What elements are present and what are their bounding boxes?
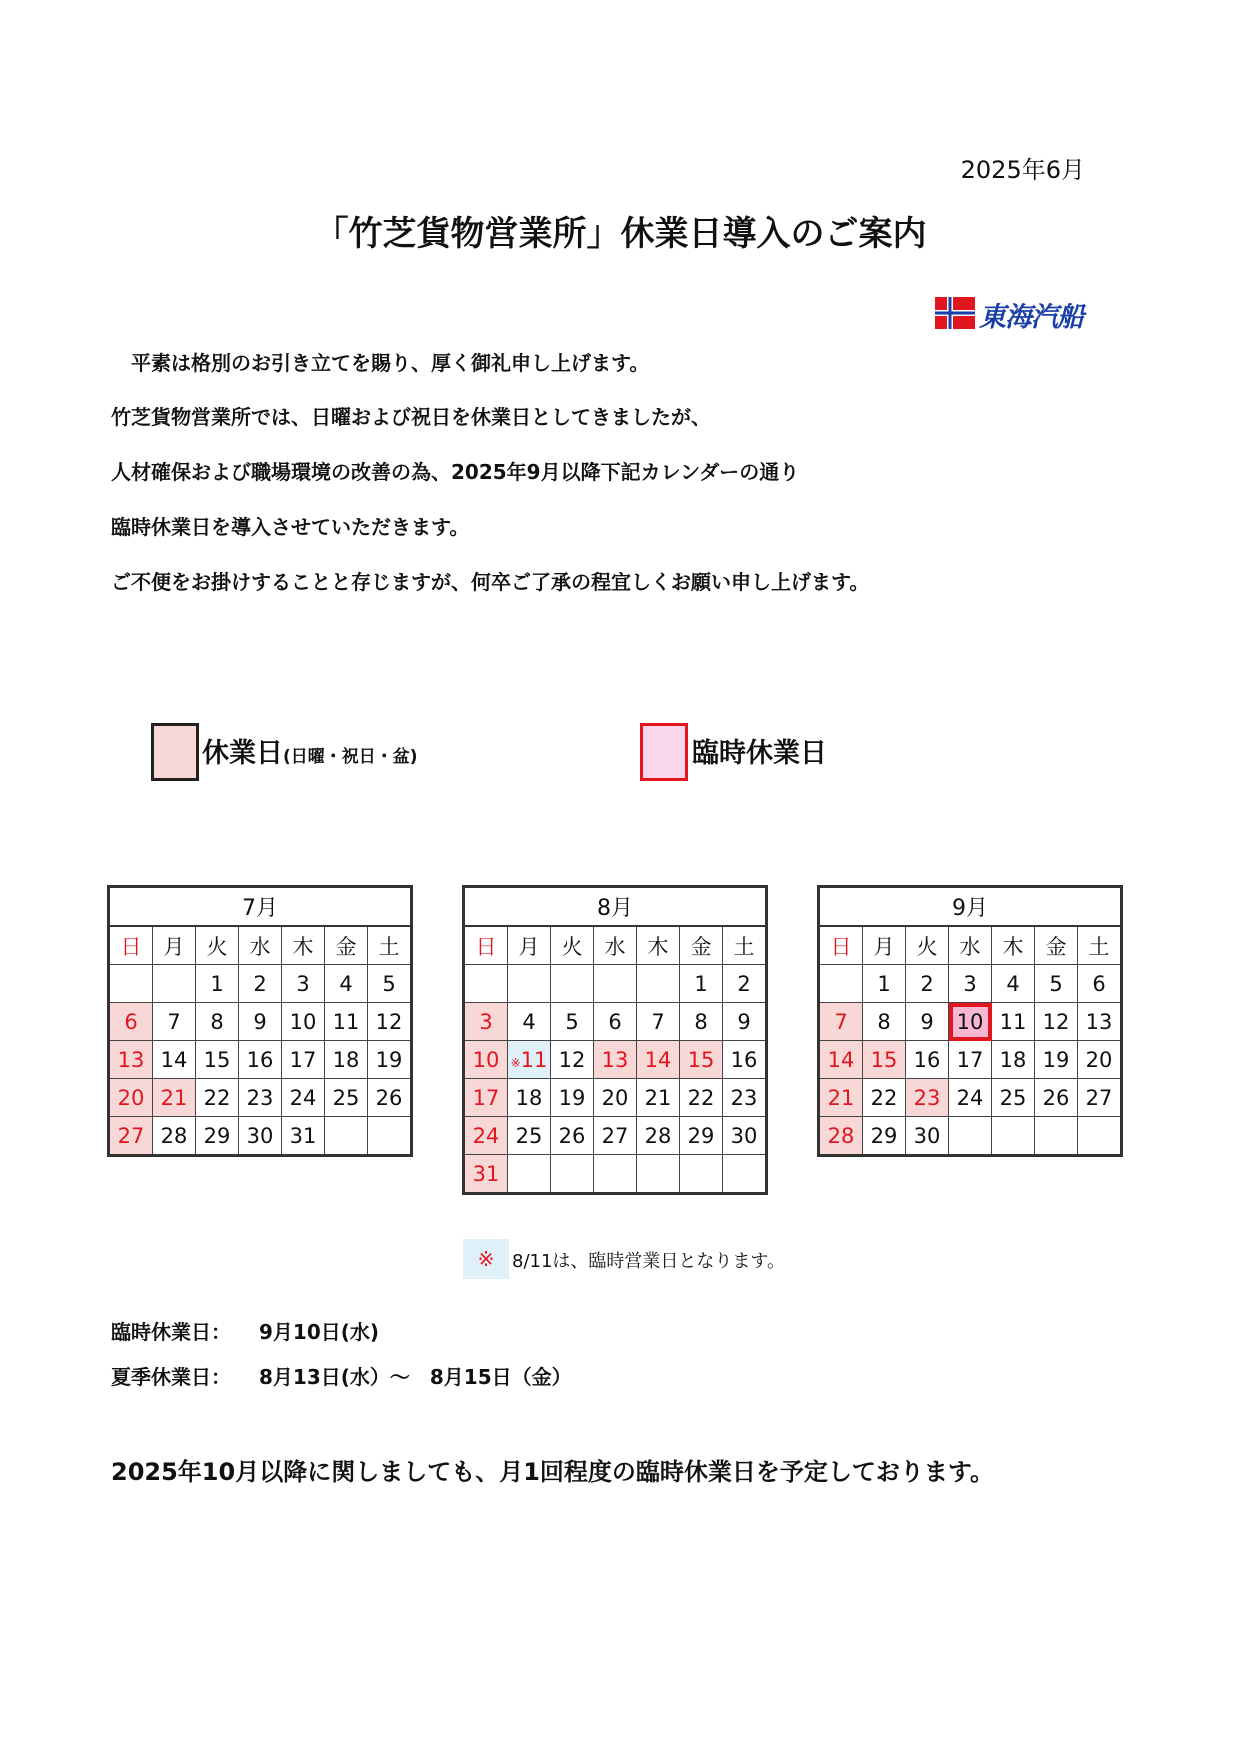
calendar-week-row xyxy=(464,1079,767,1117)
calendar-week-row xyxy=(109,1079,412,1117)
calendar-day: 22 xyxy=(863,1079,906,1117)
weekday-header: 土 xyxy=(723,926,767,965)
calendar-empty-cell xyxy=(551,965,594,1003)
calendar-august xyxy=(462,885,768,1195)
calendar-day: 15 xyxy=(863,1041,906,1079)
weekday-header: 火 xyxy=(196,926,239,965)
calendar-month-title: 8月 xyxy=(464,887,767,927)
calendar-day: 17 xyxy=(282,1041,325,1079)
calendar-day: 8 xyxy=(196,1003,239,1041)
calendar-empty-cell xyxy=(551,1155,594,1194)
document-title: 「竹芝貨物営業所」休業日導入のご案内 xyxy=(314,214,927,254)
calendar-week-row xyxy=(464,965,767,1003)
calendar-week-row xyxy=(464,1155,767,1194)
calendar-day: 6 xyxy=(594,1003,637,1041)
calendar-empty-cell xyxy=(508,1155,551,1194)
calendar-week-row xyxy=(819,965,1122,1003)
calendar-day: 28 xyxy=(637,1117,680,1155)
calendar-day: 20 xyxy=(1078,1041,1122,1079)
calendar-day: 3 xyxy=(464,1003,508,1041)
calendar-day: 3 xyxy=(282,965,325,1003)
paragraph-2: 竹芝貨物営業所では、日曜および祝日を休業日としてきましたが、 xyxy=(111,405,711,429)
calendar-day: 27 xyxy=(109,1117,153,1156)
calendar-empty-cell xyxy=(508,965,551,1003)
calendar-day-number: 11 xyxy=(520,1047,548,1072)
calendar-day: 24 xyxy=(282,1079,325,1117)
calendar-empty-cell xyxy=(680,1155,723,1194)
calendar-day: 30 xyxy=(239,1117,282,1156)
calendar-day: 6 xyxy=(109,1003,153,1041)
calendar-week-row xyxy=(109,1117,412,1156)
info-temp-holiday-label: 臨時休業日： xyxy=(111,1320,231,1344)
calendar-day: 15 xyxy=(680,1041,723,1079)
calendar-day: 1 xyxy=(196,965,239,1003)
calendar-day: 20 xyxy=(109,1079,153,1117)
calendar-day: 5 xyxy=(368,965,412,1003)
info-temp-holiday-value: 9月10日(水) xyxy=(259,1320,380,1344)
calendar-day: 13 xyxy=(1078,1003,1122,1041)
calendar-empty-cell xyxy=(594,1155,637,1194)
calendar-day: 12 xyxy=(1035,1003,1078,1041)
weekday-header: 金 xyxy=(680,926,723,965)
calendar-week-row xyxy=(819,1041,1122,1079)
weekday-header: 木 xyxy=(992,926,1035,965)
calendar-week-row xyxy=(109,1041,412,1079)
calendar-september xyxy=(817,885,1123,1157)
calendar-empty-cell xyxy=(464,965,508,1003)
calendar-day: 1 xyxy=(863,965,906,1003)
weekday-header: 水 xyxy=(949,926,992,965)
calendar-day: 16 xyxy=(239,1041,282,1079)
calendar-day: 8 xyxy=(680,1003,723,1041)
calendar-empty-cell xyxy=(325,1117,368,1156)
calendar-day: 12 xyxy=(551,1041,594,1079)
calendar-day: 4 xyxy=(992,965,1035,1003)
calendar-day: 2 xyxy=(906,965,949,1003)
calendar-empty-cell xyxy=(594,965,637,1003)
calendar-day: 31 xyxy=(282,1117,325,1156)
calendar-day: 4 xyxy=(508,1003,551,1041)
calendar-day: 2 xyxy=(239,965,282,1003)
calendar-day: 13 xyxy=(594,1041,637,1079)
calendar-day: 14 xyxy=(819,1041,863,1079)
special-mark: ※ xyxy=(510,1055,521,1070)
calendar-day: 1 xyxy=(680,965,723,1003)
calendar-day: 27 xyxy=(594,1117,637,1155)
paragraph-3: 人材確保および職場環境の改善の為、2025年9月以降下記カレンダーの通り xyxy=(111,460,800,484)
legend-temp-label: 臨時休業日 xyxy=(692,738,827,769)
weekday-header: 日 xyxy=(819,926,863,965)
calendar-week-row xyxy=(464,1003,767,1041)
company-logo-text: 東海汽船 xyxy=(979,302,1083,333)
paragraph-5: ご不便をお掛けすることと存じますが、何卒ご了承の程宜しくお願い申し上げます。 xyxy=(111,570,870,594)
calendar-week-row xyxy=(109,1003,412,1041)
calendar-empty-cell xyxy=(637,1155,680,1194)
calendar-empty-cell xyxy=(1035,1117,1078,1156)
calendar-day: 6 xyxy=(1078,965,1122,1003)
weekday-header: 木 xyxy=(282,926,325,965)
legend-holiday-subtext: (日曜・祝日・盆) xyxy=(283,747,418,767)
paragraph-4: 臨時休業日を導入させていただきます。 xyxy=(111,515,470,539)
info-temp-holiday xyxy=(111,1316,379,1345)
calendar-day: 26 xyxy=(368,1079,412,1117)
calendar-day: 28 xyxy=(819,1117,863,1156)
calendar-empty-cell xyxy=(819,965,863,1003)
calendar-day: 9 xyxy=(906,1003,949,1041)
legend-holiday-text: 休業日 xyxy=(202,738,283,769)
weekday-header: 火 xyxy=(906,926,949,965)
weekday-header: 金 xyxy=(325,926,368,965)
calendar-day: 18 xyxy=(508,1079,551,1117)
calendar-empty-cell xyxy=(637,965,680,1003)
info-summer-holiday-label: 夏季休業日： xyxy=(111,1365,231,1389)
calendar-day: 4 xyxy=(325,965,368,1003)
calendar-empty-cell xyxy=(949,1117,992,1156)
calendar-empty-cell xyxy=(723,1155,767,1194)
calendar-day: 24 xyxy=(949,1079,992,1117)
weekday-header: 火 xyxy=(551,926,594,965)
calendar-day: 25 xyxy=(992,1079,1035,1117)
weekday-header: 水 xyxy=(239,926,282,965)
weekday-header: 水 xyxy=(594,926,637,965)
calendar-empty-cell xyxy=(153,965,196,1003)
note-text: 8/11は、臨時営業日となります。 xyxy=(512,1251,785,1272)
calendar-day: 13 xyxy=(109,1041,153,1079)
calendar-day: 7 xyxy=(819,1003,863,1041)
calendar-day: 25 xyxy=(325,1079,368,1117)
calendar-day: 26 xyxy=(551,1117,594,1155)
calendar-day: 5 xyxy=(1035,965,1078,1003)
calendar-day: 19 xyxy=(1035,1041,1078,1079)
paragraph-1: 平素は格別のお引き立てを賜り、厚く御礼申し上げます。 xyxy=(111,351,650,375)
calendar-week-row xyxy=(819,1079,1122,1117)
calendar-day: 11 xyxy=(992,1003,1035,1041)
calendar-day: 30 xyxy=(906,1117,949,1156)
calendar-day: 19 xyxy=(551,1079,594,1117)
calendar-day: 31 xyxy=(464,1155,508,1194)
legend-holiday-swatch xyxy=(151,723,199,781)
info-summer-holiday-value: 8月13日(水）～ 8月15日（金） xyxy=(259,1365,572,1389)
calendar-day: 5 xyxy=(551,1003,594,1041)
calendar-day: 10 xyxy=(464,1041,508,1079)
calendar-day: 23 xyxy=(239,1079,282,1117)
calendar-day: 26 xyxy=(1035,1079,1078,1117)
info-summer-holiday xyxy=(111,1361,572,1390)
calendar-day: 29 xyxy=(863,1117,906,1156)
legend-temp-swatch xyxy=(640,723,688,781)
calendar-week-row xyxy=(109,965,412,1003)
weekday-header: 月 xyxy=(863,926,906,965)
calendar-day: 29 xyxy=(196,1117,239,1156)
weekday-header: 月 xyxy=(508,926,551,965)
calendar-day: 29 xyxy=(680,1117,723,1155)
calendar-day: 14 xyxy=(637,1041,680,1079)
calendar-day: 22 xyxy=(196,1079,239,1117)
calendar-day: 14 xyxy=(153,1041,196,1079)
calendar-day: 10 xyxy=(949,1003,992,1041)
calendar-empty-cell xyxy=(109,965,153,1003)
calendar-july xyxy=(107,885,413,1157)
calendar-day: 15 xyxy=(196,1041,239,1079)
calendar-day: 21 xyxy=(819,1079,863,1117)
calendar-day: 12 xyxy=(368,1003,412,1041)
calendar-day: 22 xyxy=(680,1079,723,1117)
calendar-day: 7 xyxy=(153,1003,196,1041)
flag-icon xyxy=(935,297,975,329)
calendar-day: 17 xyxy=(949,1041,992,1079)
calendar-month-title: 7月 xyxy=(109,887,412,927)
calendar-day: 21 xyxy=(637,1079,680,1117)
weekday-header: 月 xyxy=(153,926,196,965)
calendar-day: 21 xyxy=(153,1079,196,1117)
calendar-day: 7 xyxy=(637,1003,680,1041)
calendar-month-title: 9月 xyxy=(819,887,1122,927)
calendar-day xyxy=(508,1041,551,1079)
weekday-header: 土 xyxy=(1078,926,1122,965)
calendar-day: 11 xyxy=(325,1003,368,1041)
document-date: 2025年6月 xyxy=(960,156,1085,184)
calendar-day: 25 xyxy=(508,1117,551,1155)
calendar-day: 30 xyxy=(723,1117,767,1155)
weekday-header: 木 xyxy=(637,926,680,965)
note-mark: ※ xyxy=(463,1239,509,1279)
calendar-day: 2 xyxy=(723,965,767,1003)
calendar-day: 8 xyxy=(863,1003,906,1041)
calendar-day: 17 xyxy=(464,1079,508,1117)
calendar-day: 19 xyxy=(368,1041,412,1079)
weekday-header: 日 xyxy=(464,926,508,965)
calendar-empty-cell xyxy=(368,1117,412,1156)
calendar-week-row xyxy=(464,1117,767,1155)
legend-holiday-label xyxy=(202,731,418,770)
calendar-week-row xyxy=(819,1117,1122,1156)
calendar-day: 9 xyxy=(723,1003,767,1041)
calendar-day: 18 xyxy=(325,1041,368,1079)
calendar-empty-cell xyxy=(992,1117,1035,1156)
calendar-day: 28 xyxy=(153,1117,196,1156)
calendar-week-row xyxy=(819,1003,1122,1041)
footer-notice: 2025年10月以降に関しましても、月1回程度の臨時休業日を予定しております。 xyxy=(111,1458,994,1486)
weekday-header: 金 xyxy=(1035,926,1078,965)
calendar-day: 18 xyxy=(992,1041,1035,1079)
calendar-empty-cell xyxy=(1078,1117,1122,1156)
calendar-day: 9 xyxy=(239,1003,282,1041)
calendar-week-row xyxy=(464,1041,767,1079)
calendar-day: 3 xyxy=(949,965,992,1003)
calendar-day: 20 xyxy=(594,1079,637,1117)
calendar-day: 10 xyxy=(282,1003,325,1041)
calendar-day: 27 xyxy=(1078,1079,1122,1117)
calendar-day: 24 xyxy=(464,1117,508,1155)
calendar-day: 23 xyxy=(906,1079,949,1117)
calendar-day: 23 xyxy=(723,1079,767,1117)
weekday-header: 土 xyxy=(368,926,412,965)
calendar-day: 16 xyxy=(906,1041,949,1079)
company-logo xyxy=(935,295,1095,335)
weekday-header: 日 xyxy=(109,926,153,965)
calendar-day: 16 xyxy=(723,1041,767,1079)
